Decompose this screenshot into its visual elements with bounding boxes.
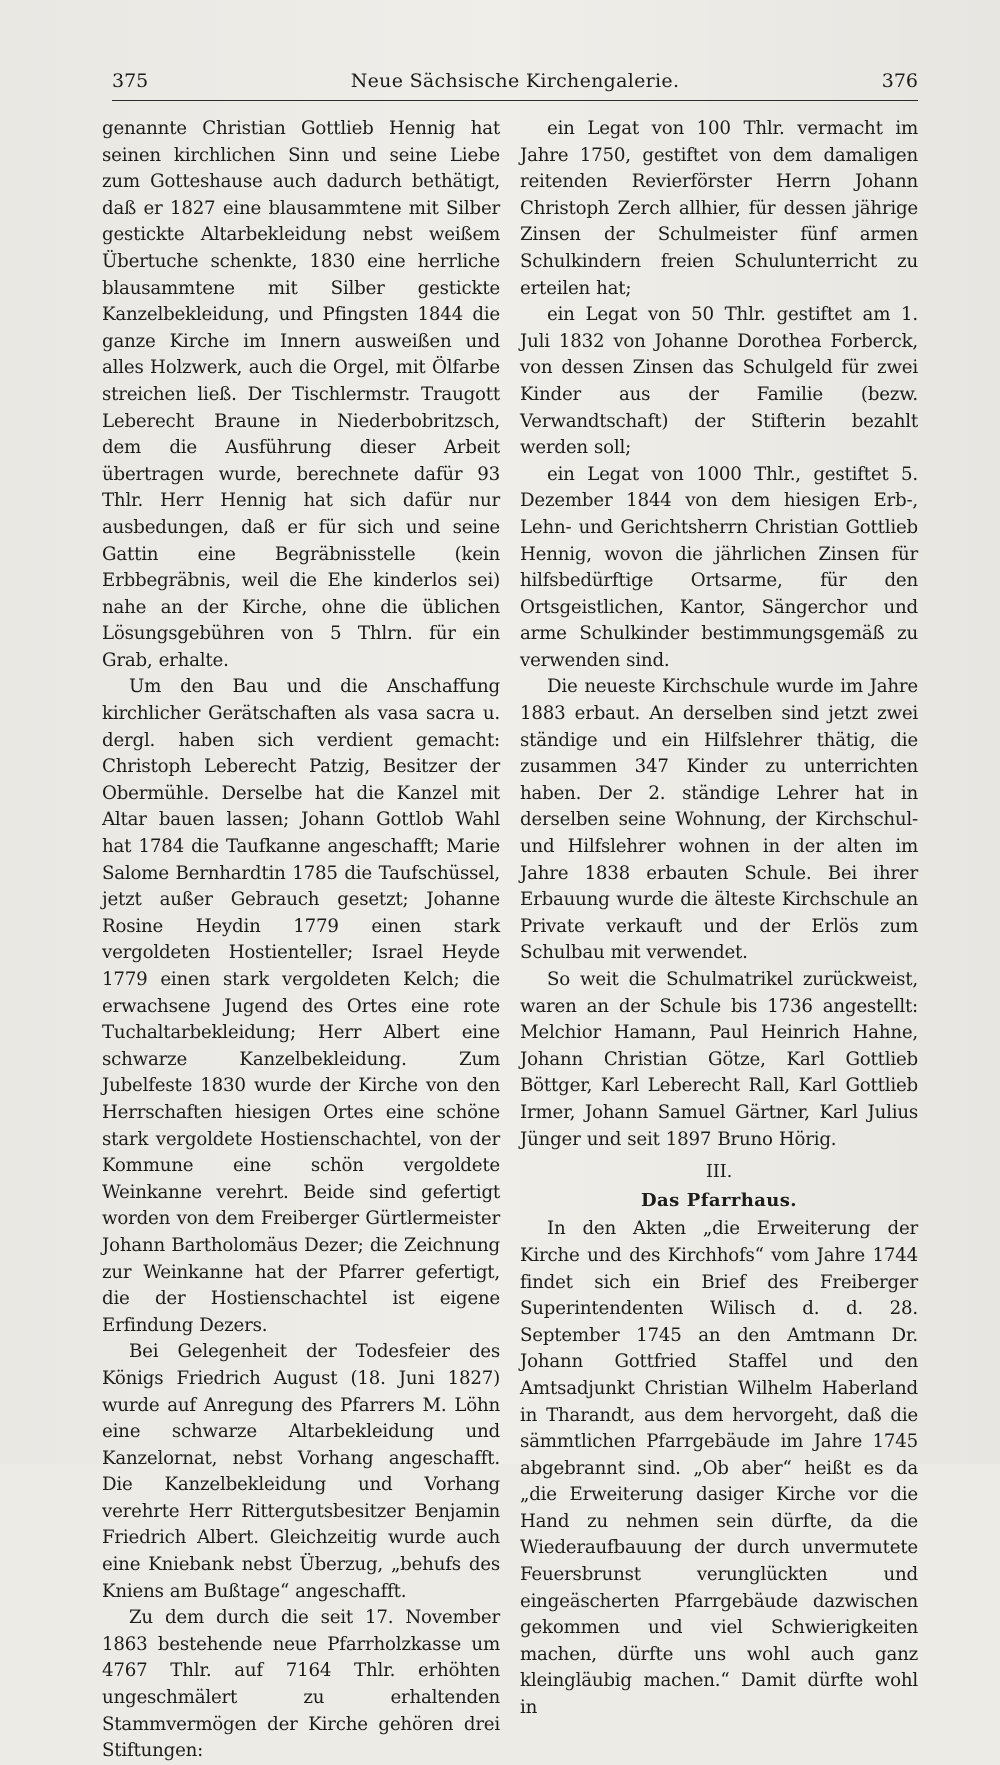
section-title: Das Pfarrhaus. [641,1189,797,1211]
paragraph: Die neueste Kirchschule wurde im Jahre 1883 erbaut. An derselben sind jetzt zwei ständige und ein Hilfslehrer thätig, die zusammen 347 Kinder zu unterrichten haben. Der 2. ständige Lehrer hat in derselben seine Wohnung, der Kirchschul- und Hilfslehrer wohnen in der alten im Jahre 1838 erbauten Schule. Bei ihrer Erbauung wurde die älteste Kirchschule an Private verkauft und der Erlös zum Schulbau mit verwendet. [520,676,918,964]
left-column [102,116,500,1765]
header-rule [112,100,918,101]
paragraph: Um den Bau und die Anschaffung kirchlicher Gerätschaften als vasa sacra u. dergl. haben sich verdient gemacht: Christoph Leberecht Patzig, Besitzer der Obermühle. Derselbe hat die Kanzel mit Altar bauen lassen; Johann Gottlob Wahl hat 1784 die Taufkanne angeschafft; Marie Salome Bernhardtin 1785 die Taufschüssel, jetzt außer Gebrauch gesetzt; Johanne Rosine Heydin 1779 einen stark vergoldeten Hostienteller; Israel Heyde 1779 einen stark vergoldeten Kelch; die erwachsene Jugend des Ortes eine rote Tuchaltarbekleidung; Herr Albert eine schwarze Kanzelbekleidung. Zum Jubelfeste 1830 wurde der Kirche von den Herrschaften hiesigen Ortes eine schöne stark vergoldete Hostienschachtel, von der Kommune eine schön vergoldete Weinkanne verehrt. Beide sind gefertigt worden von dem Freiberger Gürtlermeister Johann Bartholomäus Dezer; die Zeichnung zur Weinkanne hat der Pfarrer gefertigt, die der Hostienschachtel ist eigene Erfindung Dezers. [102,676,500,1336]
paragraph: ein Legat von 100 Thlr. vermacht im Jahre 1750, gestiftet von dem damaligen reitenden Revierförster Herrn Johann Christoph Zerch allhier, für dessen jährige Zinsen der Schulmeister fünf armen Schulkindern freien Schulunterricht zu erteilen hat; [520,118,918,299]
page-number-left: 375 [112,70,149,92]
running-title: Neue Sächsische Kirchengalerie. [350,70,680,92]
paragraph: Zu dem durch die seit 17. November 1863 bestehende neue Pfarrholzkasse um 4767 Thlr. auf 7164 Thlr. erhöhten ungeschmälert zu erhaltenden Stammvermögen der Kirche gehören drei Stiftungen: [102,1607,500,1762]
paragraph: ein Legat von 1000 Thlr., gestiftet 5. Dezember 1844 von dem hiesigen Erb-, Lehn- und Gerichtsherrn Christian Gottlieb Hennig, wovon die jährlichen Zinsen für hilfsbedürftige Ortsarme, für den Ortsgeistlichen, Kantor, Sängerchor und arme Schulkinder bestimmungsgemäß zu verwenden sind. [520,463,918,671]
section-number: III. [705,1161,733,1183]
page-number-right: 376 [881,70,918,92]
right-column [520,116,918,1722]
page-header [112,70,918,104]
paragraph: In den Akten „die Erweiterung der Kirche und des Kirchhofs“ vom Jahre 1744 findet sich ein Brief des Freiberger Superintendenten Wilisch d. d. 28. September 1745 an den Amtmann Dr. Johann Gottfried Staffel und den Amtsadjunkt Christian Wilhelm Haberland in Tharandt, aus dem hervorgeht, daß die sämmtlichen Pfarrgebäude im Jahre 1745 abgebrannt sind. „Ob aber“ heißt es da „die Erweiterung dasiger Kirche vor die Hand zu nehmen sein dürfte, da die Wiederaufbauung der durch unvermutete Feuersbrunst verunglückten und eingeäscherten Pfarrgebäude dazwischen gekommen und viel Schwierigkeiten machen, dürfte uns wohl auch ganz kleingläubig machen.“ Damit dürfte wohl in [520,1218,918,1719]
paragraph: Bei Gelegenheit der Todesfeier des Königs Friedrich August (18. Juni 1827) wurde auf Anregung des Pfarrers M. Löhn eine schwarze Altarbekleidung und Kanzelornat, nebst Vorhang angeschafft. Die Kanzelbekleidung und Vorhang verehrte Herr Rittergutsbesitzer Benjamin Friedrich Albert. Gleichzeitig wurde auch eine Kniebank nebst Überzug, „behufs des Kniens am Bußtage“ angeschafft. [102,1341,500,1602]
paragraph: ein Legat von 50 Thlr. gestiftet am 1. Juli 1832 von Johanne Dorothea Forberck, von dessen Zinsen das Schulgeld für zwei Kinder aus der Familie (bezw. Verwandtschaft) der Stifterin bezahlt werden soll; [520,304,918,459]
paragraph: So weit die Schulmatrikel zurückweist, waren an der Schule bis 1736 angestellt: Melchior Hamann, Paul Heinrich Hahne, Johann Christian Götze, Karl Gottlieb Böttger, Karl Leberecht Rall, Karl Gottlieb Irmer, Johann Samuel Gärtner, Karl Julius Jünger und seit 1897 Bruno Hörig. [520,969,918,1150]
paragraph: genannte Christian Gottlieb Hennig hat seinen kirchlichen Sinn und seine Liebe zum Gotteshause auch dadurch bethätigt, daß er 1827 eine blausammtene mit Silber gestickte Altarbekleidung nebst weißem Übertuche schenkte, 1830 eine herrliche blausammtene mit Silber gestickte Kanzelbekleidung, und Pfingsten 1844 die ganze Kirche im Innern ausweißen und alles Holzwerk, auch die Orgel, mit Ölfarbe streichen ließ. Der Tischlermstr. Traugott Leberecht Braune in Niederbobritzsch, dem die Ausführung dieser Arbeit übertragen wurde, berechnete dafür 93 Thlr. Herr Hennig hat sich dafür nur ausbedungen, daß er für sich und seine Gattin eine Begräbnisstelle (kein Erbbegräbnis, weil die Ehe kinderlos sei) nahe an der Kirche, ohne die üblichen Lösungsgebühren von 5 Thlrn. für ein Grab, erhalte. [102,118,500,671]
